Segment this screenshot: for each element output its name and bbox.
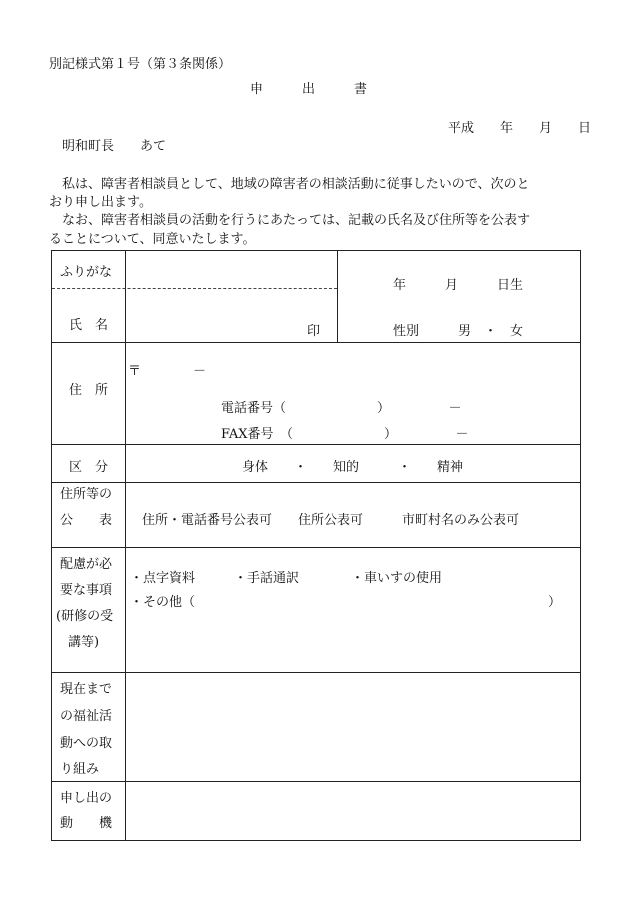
publish-label-line-1: 住所等の: [60, 487, 113, 502]
row-divider: [52, 342, 580, 343]
row-divider: [52, 547, 580, 548]
furigana-input[interactable]: [128, 255, 334, 285]
row-divider: [52, 672, 580, 673]
label-column-divider: [125, 251, 126, 840]
paragraph-1-line-1: 私は、障害者相談員として、地域の障害者の相談活動に従事したいので、次のと: [49, 177, 530, 192]
care-label-line-1: 配慮が必: [60, 557, 113, 572]
birth-date[interactable]: 年 月 日生: [393, 278, 524, 293]
address-label: 住 所: [69, 383, 109, 398]
motive-label-line-1: 申し出の: [60, 791, 113, 806]
row-divider: [52, 444, 580, 445]
form-number: 別記様式第１号（第３条関係）: [49, 57, 232, 72]
postal-code[interactable]: 〒 －: [128, 364, 207, 379]
category-options[interactable]: 身体 ・ 知的 ・ 精神: [242, 460, 464, 475]
motive-label-line-2: 動 機: [60, 816, 113, 831]
motive-input[interactable]: [128, 784, 578, 838]
row-divider: [52, 482, 580, 483]
care-other-close: ）: [548, 595, 562, 610]
addressee: 明和町長 あて: [62, 139, 167, 154]
activity-label-line-1: 現在まで: [60, 682, 113, 697]
paragraph-2-line-1: なお、障害者相談員の活動を行うにあたっては、記載の氏名及び住所等を公表す: [49, 213, 531, 228]
application-form-table: [51, 250, 581, 841]
name-birth-divider: [337, 251, 338, 342]
row-divider: [52, 781, 580, 782]
care-options[interactable]: ・点字資料 ・手話通訳 ・車いすの使用: [130, 571, 443, 586]
paragraph-2-line-2: ることについて、同意いたします。: [49, 232, 256, 247]
activity-label-line-4: り組み: [60, 762, 100, 777]
care-other[interactable]: ・その他（: [130, 595, 196, 610]
activity-input[interactable]: [128, 675, 578, 779]
activity-label-line-2: の福祉活: [60, 709, 113, 724]
category-label: 区 分: [69, 460, 109, 475]
fax-number[interactable]: FAX番号 （ ） －: [221, 427, 469, 442]
paragraph-1-line-2: おり申し出ます。: [49, 195, 152, 210]
furigana-label: ふりがな: [60, 265, 113, 280]
document-title: 申 出 書: [250, 82, 368, 97]
publish-options[interactable]: 住所・電話番号公表可 住所公表可 市町村名のみ公表可: [142, 513, 520, 528]
care-label-line-4: 講等): [68, 635, 100, 650]
seal-mark: 印: [307, 324, 321, 339]
name-input[interactable]: [128, 292, 308, 338]
activity-label-line-3: 動への取: [60, 736, 113, 751]
care-label-line-2: 要な事項: [60, 583, 113, 598]
gender-selection[interactable]: 性別 男 ・ 女: [393, 324, 524, 339]
furigana-dashed-line: [52, 288, 337, 289]
date-line: 平成 年 月 日: [448, 121, 592, 136]
phone-number[interactable]: 電話番号（ ） －: [221, 401, 462, 416]
name-label: 氏 名: [69, 318, 109, 333]
care-label-line-3: (研修の受: [56, 609, 114, 624]
publish-label-line-2: 公 表: [60, 513, 113, 528]
